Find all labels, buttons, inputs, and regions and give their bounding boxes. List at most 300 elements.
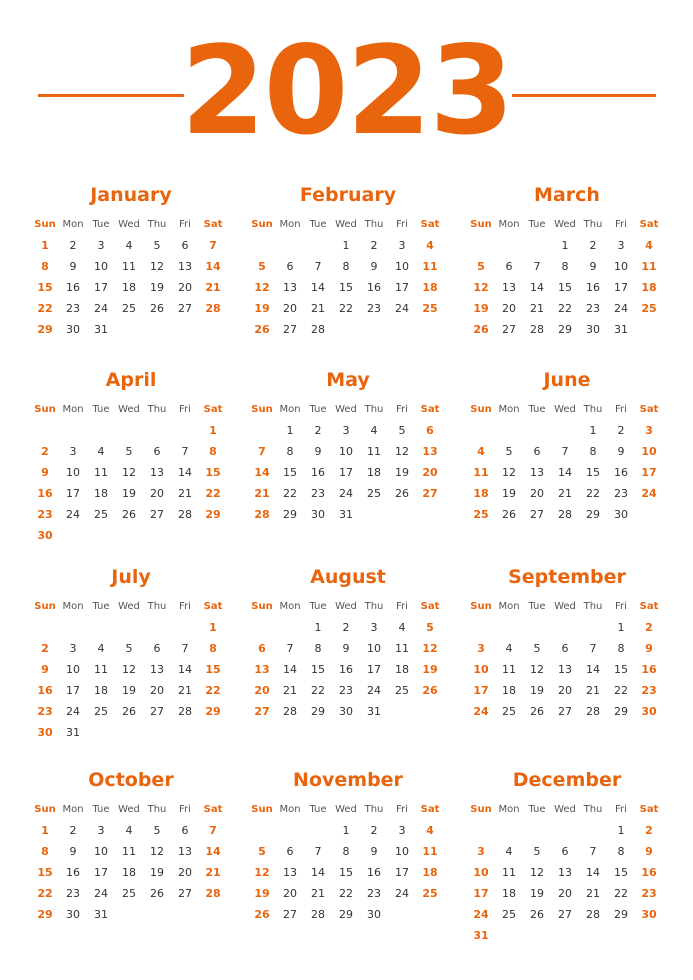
day-cell: 11 <box>395 642 409 655</box>
month-grid <box>31 399 231 546</box>
empty-day <box>115 617 143 638</box>
day-cell: 9 <box>69 260 77 273</box>
day-cell: 5 <box>153 824 161 837</box>
day-cell: 6 <box>533 445 541 458</box>
weekday-header: Tue <box>528 804 546 815</box>
weekday-header: Wed <box>118 804 140 815</box>
day-cell: 25 <box>641 302 657 315</box>
empty-day <box>31 617 59 638</box>
day-cell: 18 <box>422 281 438 294</box>
weekday-header: Mon <box>279 404 301 415</box>
day-cell: 4 <box>97 445 105 458</box>
day-cell: 13 <box>254 663 270 676</box>
weekday-header: Wed <box>335 404 357 415</box>
day-cell: 21 <box>311 302 325 315</box>
weekday-header: Thu <box>364 601 384 612</box>
day-cell: 6 <box>153 642 161 655</box>
day-cell: 5 <box>125 445 133 458</box>
day-cell: 15 <box>205 466 221 479</box>
day-cell: 8 <box>41 260 49 273</box>
day-cell: 21 <box>283 684 297 697</box>
day-cell: 12 <box>150 260 164 273</box>
day-cell: 15 <box>614 866 628 879</box>
day-cell: 22 <box>339 887 353 900</box>
day-cell: 17 <box>395 281 409 294</box>
day-cell: 1 <box>342 239 350 252</box>
weekday-header: Fri <box>396 219 408 230</box>
day-cell: 19 <box>150 281 164 294</box>
day-cell: 22 <box>311 684 325 697</box>
day-cell: 18 <box>94 487 108 500</box>
weekday-header: Fri <box>396 404 408 415</box>
month-grid <box>248 214 448 340</box>
day-cell: 28 <box>205 302 221 315</box>
day-cell: 16 <box>367 866 381 879</box>
day-cell: 12 <box>150 845 164 858</box>
day-cell: 14 <box>586 866 600 879</box>
day-cell: 25 <box>502 908 516 921</box>
day-cell: 6 <box>561 642 569 655</box>
day-cell: 14 <box>254 466 270 479</box>
day-cell: 22 <box>37 887 53 900</box>
day-cell: 27 <box>254 705 270 718</box>
day-cell: 12 <box>254 866 270 879</box>
month-grid <box>248 399 448 525</box>
month-name: June <box>543 369 591 391</box>
day-cell: 28 <box>283 705 297 718</box>
day-cell: 7 <box>209 239 217 252</box>
day-cell: 19 <box>122 684 136 697</box>
day-cell: 16 <box>339 663 353 676</box>
day-cell: 16 <box>66 866 80 879</box>
day-cell: 30 <box>66 908 80 921</box>
empty-day <box>31 420 59 441</box>
month-name: April <box>105 369 157 391</box>
day-cell: 29 <box>205 705 221 718</box>
day-cell: 12 <box>530 866 544 879</box>
weekday-header: Tue <box>92 404 110 415</box>
day-cell: 5 <box>505 445 513 458</box>
weekday-header: Sun <box>251 404 273 415</box>
day-cell: 28 <box>311 908 325 921</box>
weekday-header: Fri <box>179 601 191 612</box>
title-divider-right <box>512 94 656 97</box>
day-cell: 7 <box>589 845 597 858</box>
weekday-header: Sat <box>203 404 223 415</box>
day-cell: 18 <box>122 281 136 294</box>
day-cell: 8 <box>314 642 322 655</box>
year-title: 2023 <box>180 20 513 162</box>
day-cell: 3 <box>370 621 378 634</box>
day-cell: 8 <box>617 642 625 655</box>
day-cell: 29 <box>205 508 221 521</box>
weekday-header: Fri <box>615 601 627 612</box>
day-cell: 19 <box>122 487 136 500</box>
empty-day <box>248 420 276 441</box>
day-cell: 31 <box>473 929 489 942</box>
day-cell: 30 <box>66 323 80 336</box>
month-name: October <box>88 769 174 791</box>
weekday-header: Mon <box>498 219 520 230</box>
day-cell: 9 <box>41 466 49 479</box>
day-cell: 26 <box>502 508 516 521</box>
day-cell: 29 <box>37 323 53 336</box>
day-cell: 19 <box>254 887 270 900</box>
day-cell: 25 <box>122 887 136 900</box>
empty-day <box>551 820 579 841</box>
day-cell: 16 <box>367 281 381 294</box>
day-cell: 2 <box>370 824 378 837</box>
day-cell: 2 <box>69 824 77 837</box>
weekday-header: Sat <box>639 219 659 230</box>
day-cell: 23 <box>367 887 381 900</box>
day-cell: 15 <box>614 663 628 676</box>
weekday-header: Sat <box>639 804 659 815</box>
weekday-header: Thu <box>583 219 603 230</box>
empty-day <box>551 617 579 638</box>
day-cell: 23 <box>37 705 53 718</box>
weekday-header: Tue <box>309 404 327 415</box>
day-cell: 4 <box>398 621 406 634</box>
day-cell: 18 <box>502 887 516 900</box>
day-cell: 8 <box>561 260 569 273</box>
day-cell: 17 <box>395 866 409 879</box>
weekday-header: Sun <box>251 601 273 612</box>
weekday-header: Sat <box>420 404 440 415</box>
day-cell: 18 <box>367 466 381 479</box>
day-cell: 2 <box>589 239 597 252</box>
day-cell: 15 <box>205 663 221 676</box>
day-cell: 21 <box>205 866 221 879</box>
day-cell: 16 <box>586 281 600 294</box>
day-cell: 17 <box>339 466 353 479</box>
day-cell: 28 <box>205 887 221 900</box>
day-cell: 24 <box>66 508 80 521</box>
month-august <box>248 562 448 722</box>
weekday-header: Sun <box>251 804 273 815</box>
day-cell: 19 <box>254 302 270 315</box>
day-cell: 30 <box>367 908 381 921</box>
month-july <box>31 562 231 743</box>
day-cell: 4 <box>477 445 485 458</box>
weekday-header: Sat <box>639 404 659 415</box>
weekday-header: Mon <box>62 804 84 815</box>
day-cell: 10 <box>395 845 409 858</box>
day-cell: 7 <box>181 642 189 655</box>
month-grid <box>467 214 667 340</box>
day-cell: 14 <box>205 260 221 273</box>
day-cell: 23 <box>37 508 53 521</box>
empty-day <box>579 617 607 638</box>
day-cell: 12 <box>122 663 136 676</box>
day-cell: 3 <box>645 424 653 437</box>
day-cell: 28 <box>586 705 600 718</box>
day-cell: 11 <box>94 663 108 676</box>
day-cell: 3 <box>477 642 485 655</box>
empty-day <box>171 420 199 441</box>
month-name: March <box>534 184 600 206</box>
day-cell: 8 <box>209 642 217 655</box>
day-cell: 3 <box>617 239 625 252</box>
empty-day <box>304 820 332 841</box>
day-cell: 31 <box>66 726 80 739</box>
day-cell: 13 <box>283 281 297 294</box>
weekday-header: Thu <box>583 804 603 815</box>
weekday-header: Fri <box>179 219 191 230</box>
day-cell: 11 <box>502 663 516 676</box>
day-cell: 7 <box>314 845 322 858</box>
day-cell: 14 <box>311 281 325 294</box>
day-cell: 27 <box>283 908 297 921</box>
day-cell: 16 <box>641 663 657 676</box>
day-cell: 6 <box>286 845 294 858</box>
day-cell: 19 <box>530 887 544 900</box>
weekday-header: Mon <box>498 804 520 815</box>
day-cell: 1 <box>589 424 597 437</box>
day-cell: 1 <box>209 621 217 634</box>
day-cell: 28 <box>178 705 192 718</box>
weekday-header: Wed <box>118 219 140 230</box>
day-cell: 12 <box>122 466 136 479</box>
day-cell: 23 <box>641 684 657 697</box>
weekday-header: Sun <box>470 404 492 415</box>
day-cell: 15 <box>37 281 53 294</box>
day-cell: 13 <box>422 445 438 458</box>
day-cell: 24 <box>367 684 381 697</box>
day-cell: 9 <box>69 845 77 858</box>
empty-day <box>467 820 495 841</box>
day-cell: 7 <box>589 642 597 655</box>
day-cell: 6 <box>561 845 569 858</box>
day-cell: 16 <box>614 466 628 479</box>
month-grid <box>31 214 231 340</box>
empty-day <box>467 617 495 638</box>
day-cell: 15 <box>558 281 572 294</box>
month-april <box>31 365 231 546</box>
day-cell: 27 <box>178 887 192 900</box>
day-cell: 17 <box>66 487 80 500</box>
day-cell: 26 <box>473 323 489 336</box>
weekday-header: Wed <box>554 404 576 415</box>
day-cell: 12 <box>502 466 516 479</box>
day-cell: 24 <box>641 487 657 500</box>
day-cell: 23 <box>586 302 600 315</box>
empty-day <box>248 235 276 256</box>
month-december <box>467 765 667 946</box>
month-name: February <box>299 184 397 206</box>
month-name: September <box>508 566 626 588</box>
weekday-header: Fri <box>396 601 408 612</box>
day-cell: 5 <box>258 260 266 273</box>
day-cell: 10 <box>94 260 108 273</box>
day-cell: 6 <box>505 260 513 273</box>
day-cell: 26 <box>122 705 136 718</box>
day-cell: 8 <box>209 445 217 458</box>
day-cell: 9 <box>645 845 653 858</box>
weekday-header: Thu <box>583 404 603 415</box>
empty-day <box>276 820 304 841</box>
day-cell: 3 <box>398 239 406 252</box>
day-cell: 11 <box>473 466 489 479</box>
day-cell: 29 <box>311 705 325 718</box>
day-cell: 11 <box>122 260 136 273</box>
day-cell: 21 <box>205 281 221 294</box>
day-cell: 9 <box>617 445 625 458</box>
weekday-header: Wed <box>335 601 357 612</box>
day-cell: 26 <box>422 684 438 697</box>
weekday-header: Sat <box>420 601 440 612</box>
day-cell: 26 <box>395 487 409 500</box>
day-cell: 24 <box>94 887 108 900</box>
weekday-header: Tue <box>309 219 327 230</box>
empty-day <box>304 235 332 256</box>
month-january <box>31 180 231 340</box>
day-cell: 5 <box>398 424 406 437</box>
day-cell: 9 <box>370 260 378 273</box>
day-cell: 18 <box>641 281 657 294</box>
month-grid <box>467 596 667 722</box>
day-cell: 29 <box>37 908 53 921</box>
day-cell: 7 <box>181 445 189 458</box>
day-cell: 28 <box>586 908 600 921</box>
month-grid <box>31 799 231 925</box>
empty-day <box>171 617 199 638</box>
day-cell: 21 <box>178 487 192 500</box>
day-cell: 13 <box>150 466 164 479</box>
weekday-header: Sun <box>34 601 56 612</box>
day-cell: 29 <box>339 908 353 921</box>
day-cell: 1 <box>209 424 217 437</box>
day-cell: 7 <box>533 260 541 273</box>
weekday-header: Tue <box>309 804 327 815</box>
day-cell: 18 <box>94 684 108 697</box>
day-cell: 21 <box>178 684 192 697</box>
day-cell: 1 <box>617 824 625 837</box>
empty-day <box>59 617 87 638</box>
day-cell: 11 <box>641 260 657 273</box>
day-cell: 12 <box>473 281 489 294</box>
day-cell: 23 <box>66 302 80 315</box>
day-cell: 23 <box>641 887 657 900</box>
day-cell: 28 <box>311 323 325 336</box>
weekday-header: Thu <box>147 804 167 815</box>
month-february <box>248 180 448 340</box>
day-cell: 31 <box>339 508 353 521</box>
day-cell: 10 <box>94 845 108 858</box>
day-cell: 31 <box>94 908 108 921</box>
day-cell: 16 <box>37 487 53 500</box>
day-cell: 26 <box>150 887 164 900</box>
empty-day <box>248 820 276 841</box>
day-cell: 30 <box>37 529 53 542</box>
weekday-header: Wed <box>118 601 140 612</box>
day-cell: 3 <box>342 424 350 437</box>
day-cell: 24 <box>94 302 108 315</box>
month-grid <box>467 399 667 525</box>
day-cell: 20 <box>178 281 192 294</box>
weekday-header: Mon <box>279 804 301 815</box>
day-cell: 23 <box>66 887 80 900</box>
day-cell: 8 <box>286 445 294 458</box>
weekday-header: Wed <box>118 404 140 415</box>
weekday-header: Sun <box>34 219 56 230</box>
day-cell: 20 <box>254 684 270 697</box>
day-cell: 13 <box>530 466 544 479</box>
day-cell: 21 <box>311 887 325 900</box>
day-cell: 18 <box>422 866 438 879</box>
day-cell: 8 <box>342 845 350 858</box>
day-cell: 30 <box>37 726 53 739</box>
day-cell: 28 <box>178 508 192 521</box>
day-cell: 7 <box>209 824 217 837</box>
weekday-header: Sun <box>470 804 492 815</box>
day-cell: 28 <box>558 508 572 521</box>
empty-day <box>87 617 115 638</box>
weekday-header: Thu <box>583 601 603 612</box>
weekday-header: Tue <box>92 804 110 815</box>
day-cell: 15 <box>339 866 353 879</box>
day-cell: 22 <box>283 487 297 500</box>
day-cell: 27 <box>530 508 544 521</box>
day-cell: 10 <box>473 663 489 676</box>
day-cell: 15 <box>586 466 600 479</box>
empty-day <box>579 820 607 841</box>
day-cell: 17 <box>367 663 381 676</box>
weekday-header: Fri <box>179 804 191 815</box>
day-cell: 22 <box>205 684 221 697</box>
day-cell: 3 <box>69 445 77 458</box>
day-cell: 26 <box>254 908 270 921</box>
weekday-header: Sun <box>251 219 273 230</box>
day-cell: 19 <box>502 487 516 500</box>
day-cell: 22 <box>558 302 572 315</box>
day-cell: 20 <box>283 302 297 315</box>
day-cell: 20 <box>422 466 438 479</box>
day-cell: 22 <box>37 302 53 315</box>
day-cell: 19 <box>473 302 489 315</box>
day-cell: 4 <box>426 824 434 837</box>
day-cell: 4 <box>645 239 653 252</box>
day-cell: 30 <box>339 705 353 718</box>
empty-day <box>276 235 304 256</box>
day-cell: 25 <box>473 508 489 521</box>
weekday-header: Mon <box>498 601 520 612</box>
day-cell: 14 <box>178 466 192 479</box>
day-cell: 25 <box>94 508 108 521</box>
day-cell: 27 <box>558 705 572 718</box>
day-cell: 25 <box>367 487 381 500</box>
day-cell: 3 <box>477 845 485 858</box>
weekday-header: Thu <box>364 404 384 415</box>
empty-day <box>495 617 523 638</box>
day-cell: 7 <box>258 445 266 458</box>
empty-day <box>523 420 551 441</box>
day-cell: 29 <box>283 508 297 521</box>
day-cell: 23 <box>339 684 353 697</box>
day-cell: 14 <box>283 663 297 676</box>
weekday-header: Sat <box>203 601 223 612</box>
day-cell: 21 <box>586 684 600 697</box>
day-cell: 31 <box>94 323 108 336</box>
empty-day <box>467 235 495 256</box>
month-grid <box>467 799 667 946</box>
month-september <box>467 562 667 722</box>
day-cell: 6 <box>153 445 161 458</box>
day-cell: 22 <box>614 684 628 697</box>
day-cell: 29 <box>558 323 572 336</box>
day-cell: 6 <box>181 239 189 252</box>
weekday-header: Tue <box>92 601 110 612</box>
